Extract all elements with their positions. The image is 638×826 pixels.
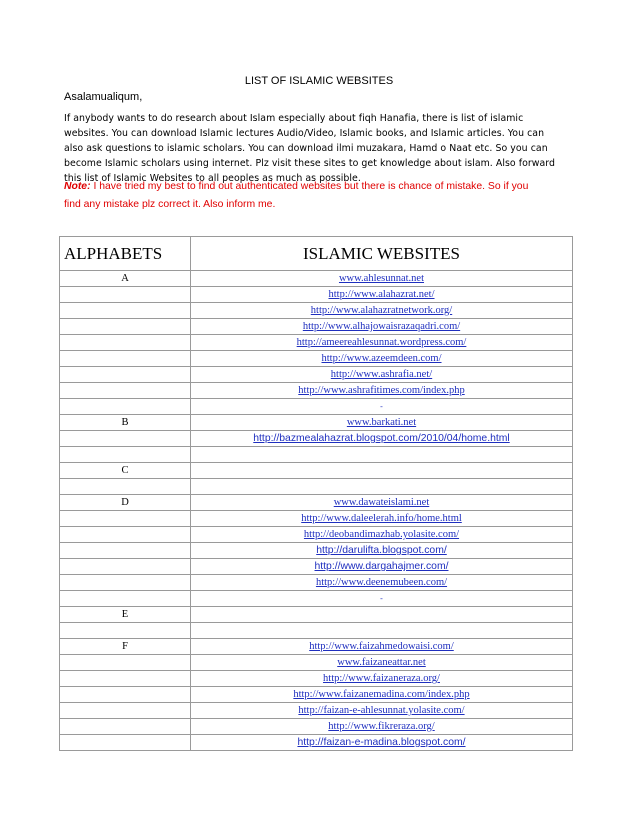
table-row	[60, 431, 573, 447]
website-cell	[191, 463, 573, 479]
website-link[interactable]: http://www.alahazrat.net/	[328, 289, 435, 300]
website-link[interactable]: http://www.dargahajmer.com/	[314, 561, 449, 572]
website-link[interactable]: http://www.fikreraza.org/	[328, 721, 435, 732]
alphabet-cell	[60, 303, 191, 319]
table-row	[60, 463, 573, 479]
website-link[interactable]: http://bazmealahazrat.blogspot.com/2010/04/home.html	[253, 433, 510, 444]
website-link[interactable]: http://ameereahlesunnat.wordpress.com/	[296, 337, 467, 348]
table-row	[60, 287, 573, 303]
table-row	[60, 735, 573, 751]
website-link[interactable]: http://darulifta.blogspot.com/	[316, 545, 447, 556]
alphabet-cell	[60, 447, 191, 463]
table-row	[60, 623, 573, 639]
alphabet-cell: D	[60, 495, 191, 511]
websites-table	[59, 236, 573, 751]
alphabet-cell: B	[60, 415, 191, 431]
note-line: find any mistake plz correct it. Also inform me.	[64, 199, 276, 210]
alphabet-cell	[60, 591, 191, 607]
website-cell	[191, 431, 573, 447]
table-row	[60, 271, 573, 287]
website-link[interactable]: http://faizan-e-ahlesunnat.yolasite.com/	[298, 705, 465, 716]
website-cell	[191, 447, 573, 463]
alphabet-cell	[60, 351, 191, 367]
alphabet-cell	[60, 623, 191, 639]
website-cell	[191, 591, 573, 607]
table-row	[60, 543, 573, 559]
website-cell	[191, 415, 573, 431]
header-islamic-websites: ISLAMIC WEBSITES	[191, 237, 573, 271]
website-link[interactable]: http://www.faizaneraza.org/	[323, 673, 440, 684]
table-row	[60, 335, 573, 351]
website-cell	[191, 655, 573, 671]
note-label: Note:	[64, 181, 91, 192]
table-row	[60, 703, 573, 719]
alphabet-cell	[60, 367, 191, 383]
website-cell	[191, 639, 573, 655]
link-marker: -	[380, 402, 383, 411]
intro-line: also ask questions to islamic scholars. You can download ilmi muzakara, Hamd o Naat etc. So you can	[64, 143, 548, 154]
greeting: Asalamualiqum,	[64, 91, 143, 103]
alphabet-cell: A	[60, 271, 191, 287]
website-link[interactable]: http://www.alahazratnetwork.org/	[310, 305, 453, 316]
table-row	[60, 591, 573, 607]
table-row	[60, 607, 573, 623]
website-link[interactable]: http://www.ashrafitimes.com/index.php	[298, 385, 465, 396]
link-marker: -	[380, 594, 383, 603]
table-row	[60, 655, 573, 671]
website-cell	[191, 559, 573, 575]
alphabet-cell	[60, 703, 191, 719]
website-cell	[191, 303, 573, 319]
website-cell	[191, 287, 573, 303]
website-link[interactable]: http://www.deenemubeen.com/	[315, 577, 448, 588]
header-alphabets: ALPHABETS	[60, 237, 191, 271]
website-link[interactable]: http://www.daleelerah.info/home.html	[301, 513, 462, 524]
website-cell	[191, 623, 573, 639]
table-row	[60, 495, 573, 511]
website-cell	[191, 335, 573, 351]
website-cell	[191, 367, 573, 383]
note-paragraph	[64, 178, 584, 214]
website-cell	[191, 511, 573, 527]
website-link[interactable]: http://deobandimazhab.yolasite.com/	[303, 529, 460, 540]
website-cell	[191, 527, 573, 543]
alphabet-cell	[60, 559, 191, 575]
website-link[interactable]: www.ahlesunnat.net	[338, 273, 425, 284]
website-link[interactable]: http://www.faizahmedowaisi.com/	[309, 641, 454, 652]
website-cell	[191, 735, 573, 751]
website-link[interactable]: www.barkati.net	[346, 417, 417, 428]
table-row	[60, 479, 573, 495]
alphabet-cell	[60, 335, 191, 351]
alphabet-cell	[60, 719, 191, 735]
alphabet-cell	[60, 735, 191, 751]
website-cell	[191, 399, 573, 415]
alphabet-cell	[60, 671, 191, 687]
alphabet-cell	[60, 543, 191, 559]
website-cell	[191, 319, 573, 335]
website-cell	[191, 575, 573, 591]
table-row	[60, 447, 573, 463]
website-cell	[191, 351, 573, 367]
website-link[interactable]: http://faizan-e-madina.blogspot.com/	[297, 737, 466, 748]
note-line	[64, 178, 584, 196]
intro-line: become Islamic scholars using internet. Plz visit these sites to get knowledge about islam. Also forward	[64, 158, 556, 169]
alphabet-cell	[60, 687, 191, 703]
table-row	[60, 415, 573, 431]
alphabet-cell	[60, 511, 191, 527]
website-cell	[191, 719, 573, 735]
table-row	[60, 639, 573, 655]
website-cell	[191, 495, 573, 511]
table-row	[60, 527, 573, 543]
alphabet-cell	[60, 319, 191, 335]
alphabet-cell: F	[60, 639, 191, 655]
table-row	[60, 303, 573, 319]
table-row	[60, 511, 573, 527]
website-cell	[191, 687, 573, 703]
table-row	[60, 575, 573, 591]
alphabet-cell	[60, 287, 191, 303]
alphabet-cell: E	[60, 607, 191, 623]
alphabet-cell: C	[60, 463, 191, 479]
website-cell	[191, 479, 573, 495]
table-row	[60, 319, 573, 335]
alphabet-cell	[60, 431, 191, 447]
intro-line: websites. You can download Islamic lectures Audio/Video, Islamic books, and Islamic articles. You can	[64, 128, 545, 139]
table-row	[60, 671, 573, 687]
website-link[interactable]: www.faizaneattar.net	[337, 657, 426, 668]
note-text: I have tried my best to find out authenticated websites but there is chance of mistake. So if you	[90, 181, 529, 192]
table-row	[60, 687, 573, 703]
website-link[interactable]: http://www.alhajowaisrazaqadri.com/	[302, 321, 461, 332]
table-header-row	[60, 237, 573, 271]
table-row	[60, 719, 573, 735]
website-cell	[191, 383, 573, 399]
website-link[interactable]: http://www.faizanemadina.com/index.php	[293, 689, 470, 700]
alphabet-cell	[60, 399, 191, 415]
intro-paragraph	[64, 111, 554, 186]
alphabet-cell	[60, 527, 191, 543]
alphabet-cell	[60, 479, 191, 495]
table-row	[60, 559, 573, 575]
table-row	[60, 351, 573, 367]
table-row	[60, 367, 573, 383]
website-link[interactable]: www.dawateislami.net	[333, 497, 430, 508]
website-cell	[191, 671, 573, 687]
alphabet-cell	[60, 575, 191, 591]
intro-line: this list of Islamic Websites to all peoples as much as possible.	[64, 173, 361, 184]
website-cell	[191, 703, 573, 719]
website-cell	[191, 543, 573, 559]
website-cell	[191, 271, 573, 287]
website-link[interactable]: http://www.ashrafia.net/	[330, 369, 433, 380]
alphabet-cell	[60, 383, 191, 399]
table-row	[60, 383, 573, 399]
alphabet-cell	[60, 655, 191, 671]
document-title: LIST OF ISLAMIC WEBSITES	[244, 75, 394, 87]
intro-line: If anybody wants to do research about Islam especially about fiqh Hanafia, there is list of islamic	[64, 113, 524, 124]
website-link[interactable]: http://www.azeemdeen.com/	[321, 353, 442, 364]
website-cell	[191, 607, 573, 623]
table-row	[60, 399, 573, 415]
